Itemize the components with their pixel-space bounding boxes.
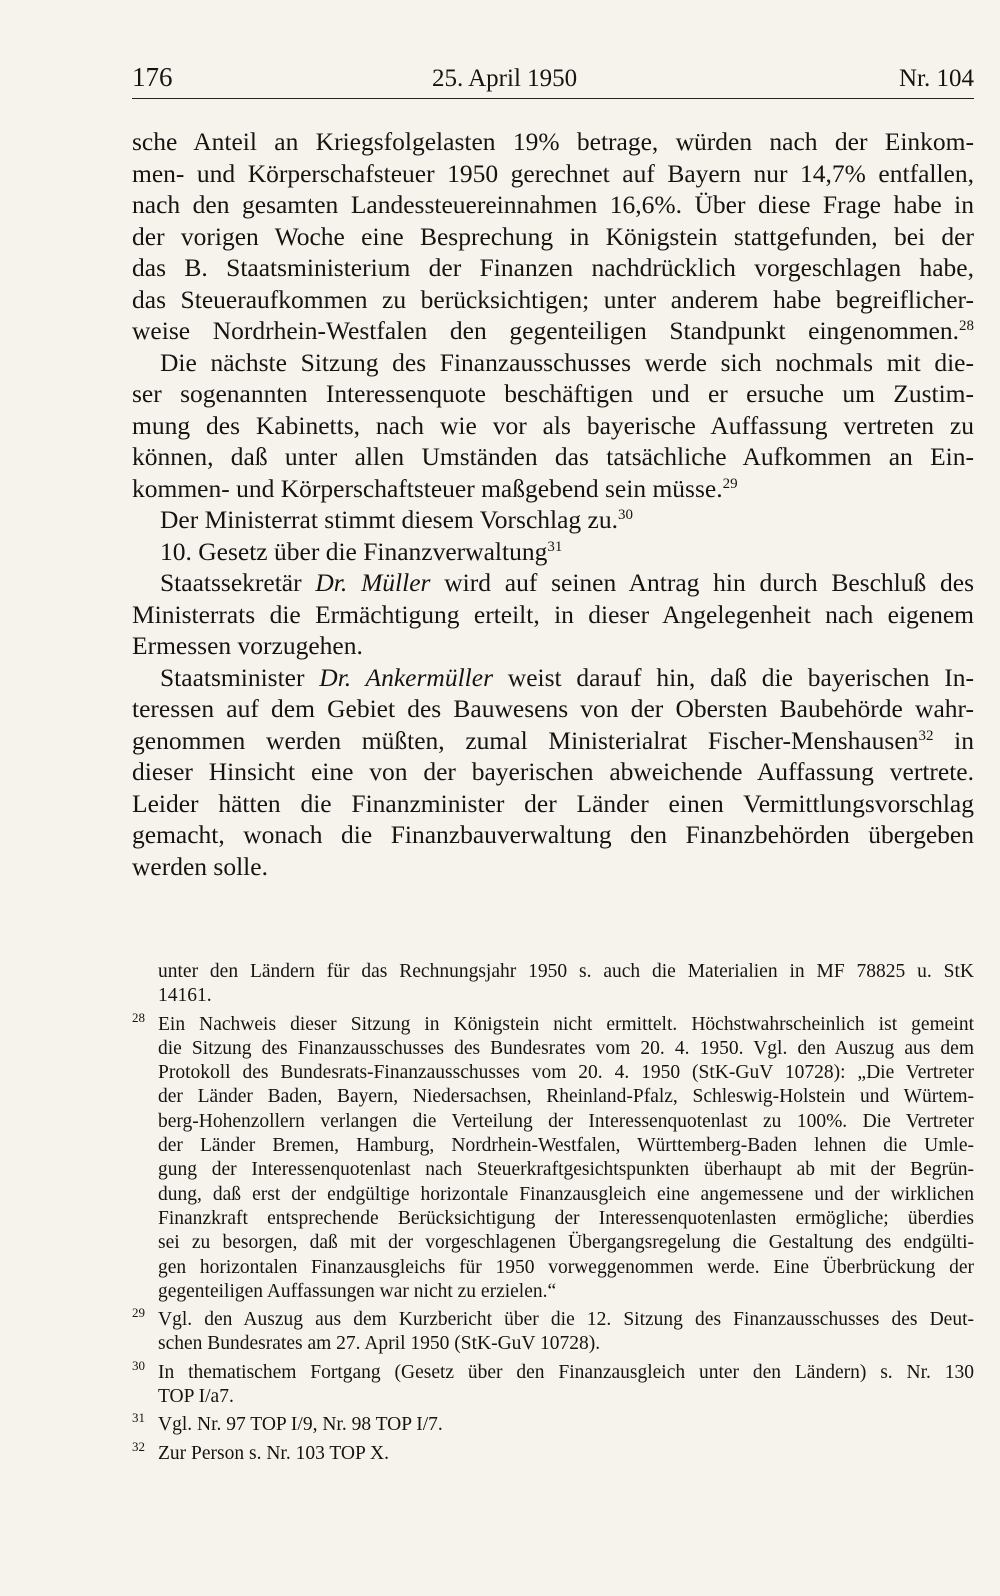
text-line bbox=[132, 315, 974, 347]
text-span: in bbox=[933, 725, 974, 755]
page-number: 176 bbox=[132, 62, 173, 92]
text-line: dieser Hinsicht eine von der bayerischen abweichende Auffassung vertrete. bbox=[132, 757, 974, 786]
footnote-line: TOP I/a7. bbox=[158, 1386, 234, 1408]
footnote-ref[interactable]: 32 bbox=[918, 727, 934, 744]
footnote-line: Vgl. Nr. 97 TOP I/9, Nr. 98 TOP I/7. bbox=[158, 1414, 443, 1436]
footnote-line: gung der Interessenquotenlast nach Steuerkraftgesichtspunkten überhaupt ab mit der Begrün- bbox=[158, 1159, 974, 1181]
footnote-line: Vgl. den Auszug aus dem Kurzbericht über die 12. Sitzung des Finanzausschusses des Deut- bbox=[158, 1309, 974, 1331]
section-heading bbox=[132, 536, 974, 568]
main-text bbox=[132, 126, 974, 882]
footnote-ref[interactable]: 31 bbox=[547, 538, 563, 555]
footnote-29 bbox=[132, 1305, 974, 1357]
text-line: werden solle. bbox=[132, 851, 268, 881]
text-span: Staatsminister bbox=[160, 662, 320, 692]
footnote-32 bbox=[132, 1438, 974, 1466]
footnote-line: unter den Ländern für das Rechnungsjahr 1950 s. auch die Materialien in MF 78825 u. StK bbox=[158, 961, 974, 982]
text-line: teressen auf dem Gebiet des Bauwesens von der Obersten Baubehörde wahr- bbox=[132, 694, 974, 723]
footnote-line: schen Bundesrates am 27. April 1950 (StK-GuV 10728). bbox=[158, 1333, 601, 1355]
running-head bbox=[132, 62, 974, 99]
text-span: weist darauf hin, daß die bayerischen In- bbox=[493, 662, 974, 692]
text-span: Der Ministerrat stimmt diesem Vorschlag zu. bbox=[160, 505, 618, 534]
person-title: Dr. bbox=[315, 568, 362, 597]
text-line: Leider hätten die Finanzminister der Länder einen Vermittlungsvorschlag bbox=[132, 788, 974, 818]
text-line bbox=[132, 567, 974, 599]
text-line: können, daß unter allen Umständen das tatsächliche Aufkommen an Ein- bbox=[132, 442, 974, 471]
text-span: wird auf seinen Antrag hin durch Beschluß des bbox=[430, 568, 975, 597]
footnote-line: dung, daß erst der endgültige horizontale Finanzausgleich eine angemessene und der wirklichen bbox=[158, 1183, 974, 1205]
person-name: Ankermüller bbox=[365, 662, 493, 692]
footnote-ref[interactable]: 29 bbox=[722, 475, 738, 492]
document-number: Nr. 104 bbox=[899, 65, 974, 92]
footnote-line: der Länder Bremen, Hamburg, Nordrhein-Westfalen, Württemberg-Baden lehnen die Umle- bbox=[158, 1135, 974, 1157]
header-date: 25. April 1950 bbox=[432, 65, 578, 92]
text-line: Ermessen vorzugehen. bbox=[132, 631, 363, 660]
footnote-line: der Länder Baden, Bayern, Niedersachsen, Rheinland-Pfalz, Schleswig-Holstein und Würtem- bbox=[158, 1086, 974, 1108]
text-span: genommen werden müßten, zumal Ministerialrat Fischer-Menshausen bbox=[132, 725, 919, 755]
text-line: Ministerrats die Ermächtigung erteilt, in dieser Angelegenheit nach eigenem bbox=[132, 599, 974, 629]
text-line: das B. Staatsministerium der Finanzen nachdrücklich vorgeschlagen habe, bbox=[132, 253, 974, 282]
footnote-line: sei zu besorgen, daß mit der vorgeschlagenen Übergangsregelung die Gestaltung des endgülti- bbox=[158, 1232, 974, 1254]
text-line bbox=[132, 725, 974, 757]
text-span: 10. Gesetz über die Finanzverwaltung bbox=[160, 536, 548, 566]
text-line: mung des Kabinetts, nach wie vor als bayerische Auffassung vertreten zu bbox=[132, 410, 974, 440]
person-name: Müller bbox=[361, 568, 431, 597]
text-span: kommen- und Körperschaftsteuer maßgebend sein müsse. bbox=[132, 473, 723, 503]
text-span: weise Nordrhein-Westfalen den gegenteiligen Standpunkt eingenommen. bbox=[132, 316, 959, 345]
footnote-line: Finanzkraft entsprechende Berücksichtigung der Interessenquotenlasten ermögliche; überdies bbox=[158, 1207, 974, 1229]
footnote-continued bbox=[132, 960, 974, 1009]
footnote-line: gegenteiligen Auffassungen war nicht zu erzielen.“ bbox=[158, 1280, 557, 1302]
footnote-line: die Sitzung des Finanzausschusses des Bundesrates vom 20. 4. 1950. Vgl. den Auszug aus dem bbox=[158, 1037, 974, 1059]
footnote-28 bbox=[132, 1009, 974, 1305]
footnote-ref[interactable]: 30 bbox=[617, 507, 633, 523]
footnote-line: Zur Person s. Nr. 103 TOP X. bbox=[158, 1442, 389, 1464]
footnote-line: 14161. bbox=[158, 985, 212, 1007]
footnote-number: 28 bbox=[132, 1009, 145, 1025]
text-line: Die nächste Sitzung des Finanzausschusses werde sich nochmals mit die- bbox=[160, 347, 974, 377]
text-line: der vorigen Woche eine Besprechung in Königstein stattgefunden, bei der bbox=[132, 221, 974, 251]
footnote-30 bbox=[132, 1357, 974, 1410]
text-line: sche Anteil an Kriegsfolgelasten 19% betrage, würden nach der Einkom- bbox=[132, 127, 974, 156]
text-line bbox=[132, 662, 974, 694]
footnotes bbox=[132, 960, 974, 1466]
footnote-number: 31 bbox=[132, 1410, 145, 1426]
text-line: men- und Körperschafsteuer 1950 gerechnet auf Bayern nur 14,7% entfallen, bbox=[132, 158, 974, 188]
text-line: ser sogenannten Interessenquote beschäftigen und er ersuche um Zustim- bbox=[132, 379, 974, 408]
footnote-line: Ein Nachweis dieser Sitzung in Königstein nicht ermittelt. Höchstwahrscheinlich ist gemeint bbox=[158, 1013, 974, 1035]
footnote-number: 30 bbox=[132, 1357, 145, 1373]
text-line bbox=[132, 504, 974, 536]
footnote-ref[interactable]: 28 bbox=[959, 318, 974, 334]
footnote-line: berg-Hohenzollern verlangen die Verteilung der Interessenquotenlast zu 100%. Die Vertreter bbox=[158, 1110, 974, 1132]
footnote-line: gen horizontalen Finanzausgleichs für 1950 vorweggenommen werde. Eine Überbrückung der bbox=[158, 1256, 974, 1278]
footnote-31 bbox=[132, 1410, 974, 1437]
text-line bbox=[132, 473, 974, 505]
text-line: nach den gesamten Landessteuereinnahmen 16,6%. Über diese Frage habe in bbox=[132, 190, 974, 219]
text-line: das Steueraufkommen zu berücksichtigen; unter anderem habe begreiflicher- bbox=[132, 284, 974, 314]
footnote-number: 29 bbox=[132, 1305, 145, 1321]
footnote-line: In thematischem Fortgang (Gesetz über den Finanzausgleich unter den Ländern) s. Nr. 130 bbox=[158, 1361, 974, 1383]
text-span: Staatssekretär bbox=[160, 568, 316, 597]
footnote-line: Protokoll des Bundesrats-Finanzausschusses vom 20. 4. 1950 (StK-GuV 10728): „Die Vertreter bbox=[158, 1062, 974, 1084]
text-line: gemacht, wonach die Finanzbauverwaltung den Finanzbehörden übergeben bbox=[132, 820, 974, 849]
footnote-number: 32 bbox=[132, 1438, 145, 1454]
person-title: Dr. bbox=[319, 662, 366, 692]
